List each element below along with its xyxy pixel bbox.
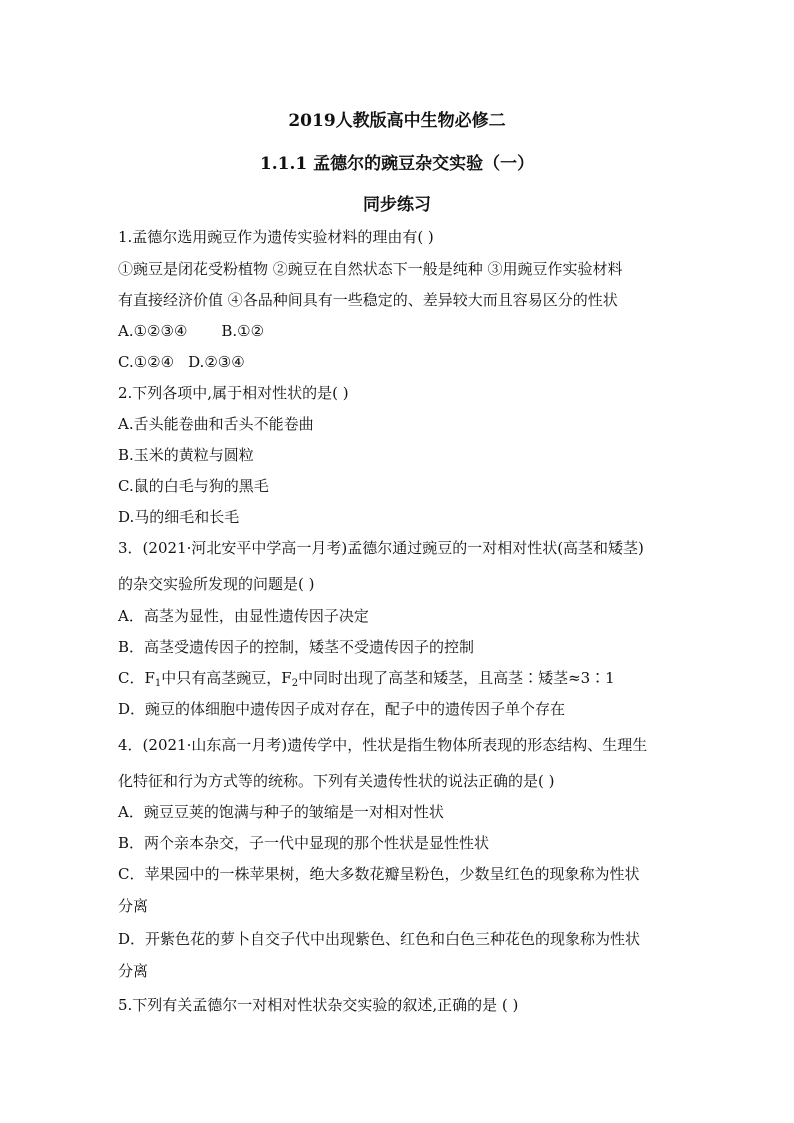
q4-option-a: A．豌豆豆荚的饱满与种子的皱缩是一对相对性状 <box>118 803 444 821</box>
q4-option-d-line-2: 分离 <box>118 962 149 980</box>
q2-option-b: B.玉米的黄粒与圆粒 <box>118 446 254 464</box>
section-title: 同步练习 <box>363 195 431 215</box>
q3-option-c-prefix: C．F <box>118 669 155 687</box>
q4-option-c-line-1: C．苹果园中的一株苹果树，绝大多数花瓣呈粉色，少数呈红色的现象称为性状 <box>118 865 640 883</box>
q1-statement-line-1: ①豌豆是闭花受粉植物 ②豌豆在自然状态下一般是纯种 ③用豌豆作实验材料 <box>118 260 623 278</box>
q2-option-d: D.马的细毛和长毛 <box>118 508 240 526</box>
lesson-title: 1.1.1 孟德尔的豌豆杂交实验（一） <box>259 154 535 174</box>
q4-option-c-line-2: 分离 <box>118 897 149 915</box>
q3-option-a: A．高茎为显性，由显性遗传因子决定 <box>118 607 369 625</box>
q3-option-c-suffix: 中同时出现了高茎和矮茎，且高茎∶矮茎≈3∶1 <box>298 669 615 687</box>
q5-stem: 5.下列有关孟德尔一对相对性状杂交实验的叙述,正确的是 ( ) <box>118 996 519 1014</box>
q3-f1-subscript: 1 <box>154 678 162 689</box>
q3-option-d: D．豌豆的体细胞中遗传因子成对存在，配子中的遗传因子单个存在 <box>118 700 566 718</box>
q3-f2-subscript: 2 <box>291 678 299 689</box>
q1-statement-line-2: 有直接经济价值 ④各品种间具有一些稳定的、差异较大而且容易区分的性状 <box>118 291 618 309</box>
q3-option-b: B．高茎受遗传因子的控制，矮茎不受遗传因子的控制 <box>118 638 475 656</box>
q4-option-b: B．两个亲本杂交，子一代中显现的那个性状是显性性状 <box>118 834 490 852</box>
q3-stem-line-2: 的杂交实验所发现的问题是( ) <box>118 575 315 593</box>
q4-stem-line-1: 4．(2021·山东高一月考)遗传学中，性状是指生物体所表现的形态结构、生理生 <box>118 736 648 754</box>
q3-stem-line-1: 3．(2021·河北安平中学高一月考)孟德尔通过豌豆的一对相对性状(高茎和矮茎) <box>118 539 644 557</box>
q1-option-d: D.②③④ <box>188 353 245 371</box>
q3-option-c-middle: 中只有高茎豌豆，F <box>161 669 292 687</box>
q2-option-a: A.舌头能卷曲和舌头不能卷曲 <box>118 415 314 433</box>
q1-option-b: B.①② <box>221 322 265 340</box>
q1-options-row-1 <box>118 321 678 341</box>
q2-option-c: C.鼠的白毛与狗的黑毛 <box>118 477 269 495</box>
q2-stem: 2.下列各项中,属于相对性状的是( ) <box>118 384 349 402</box>
q4-stem-line-2: 化特征和行为方式等的统称。下列有关遗传性状的说法正确的是( ) <box>118 772 555 790</box>
q3-option-c <box>118 668 678 688</box>
q1-stem: 1.孟德尔选用豌豆作为遗传实验材料的理由有( ) <box>118 228 434 246</box>
q4-option-d-line-1: D．开紫色花的萝卜自交子代中出现紫色、红色和白色三种花色的现象称为性状 <box>118 930 641 948</box>
q1-option-c: C.①②④ <box>118 353 175 371</box>
q1-options-row-2 <box>118 352 678 372</box>
document-title: 2019人教版高中生物必修二 <box>288 111 506 131</box>
q1-option-a: A.①②③④ <box>118 322 188 340</box>
